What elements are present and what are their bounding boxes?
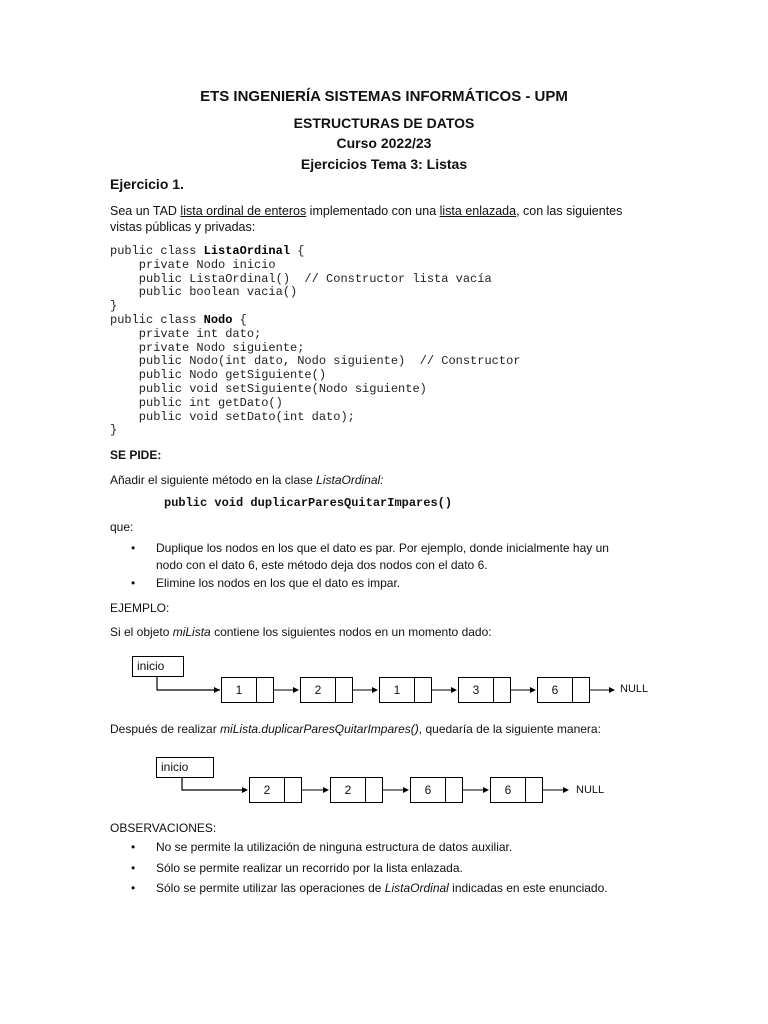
- after-sentence: Después de realizar miLista.duplicarParesQuitarImpares(), quedaría de la siguiente manera:: [110, 722, 601, 736]
- list-null-label: NULL: [620, 683, 649, 695]
- bullet-marker: •: [131, 861, 136, 875]
- topic-title: Ejercicios Tema 3: Listas: [300, 156, 468, 172]
- course-title: Curso 2022/23: [336, 135, 432, 151]
- code-line: public Nodo(int dato, Nodo siguiente) // Constructor: [110, 354, 521, 369]
- add-method-text: Añadir el siguiente método en la clase ListaOrdinal:: [110, 473, 384, 487]
- code-line: public Nodo getSiguiente(): [110, 368, 327, 383]
- code-line: public int getDato(): [110, 395, 283, 410]
- bullet-marker: •: [131, 576, 136, 590]
- intro-line-2: vistas públicas y privadas:: [110, 220, 256, 234]
- code-line: }: [110, 423, 118, 438]
- example-sentence: Si el objeto miLista contiene los siguientes nodos en un momento dado:: [110, 625, 492, 639]
- list-node: 6: [490, 777, 543, 803]
- code-line: private Nodo siguiente;: [110, 340, 305, 355]
- list-node: 2: [249, 777, 302, 803]
- list-node: 2: [300, 677, 353, 703]
- bullet-marker: •: [131, 541, 136, 555]
- code-line: private int dato;: [110, 326, 262, 341]
- list-node: 1: [379, 677, 432, 703]
- code-line: public class ListaOrdinal {: [110, 244, 305, 258]
- list-node: 2: [330, 777, 383, 803]
- list-node: 6: [410, 777, 463, 803]
- obs-single-pass: Sólo se permite realizar un recorrido por la lista enlazada.: [156, 861, 463, 875]
- subject-title: ESTRUCTURAS DE DATOS: [293, 115, 475, 131]
- code-line: private Nodo inicio: [110, 257, 276, 272]
- bullet-marker: •: [131, 881, 136, 895]
- code-line: public ListaOrdinal() // Constructor lista vacía: [110, 271, 492, 286]
- observaciones-heading: OBSERVACIONES:: [110, 821, 217, 835]
- obs-no-aux: No se permite la utilización de ninguna estructura de datos auxiliar.: [156, 840, 513, 854]
- bullet-duplicate-line1: Duplique los nodos en los que el dato es par. Por ejemplo, donde inicialmente hay un: [156, 541, 609, 555]
- se-pide-heading: SE PIDE:: [110, 448, 162, 462]
- code-line: public void setDato(int dato);: [110, 409, 355, 424]
- obs-only-ops: Sólo se permite utilizar las operaciones de ListaOrdinal indicadas en este enunciado.: [156, 881, 608, 895]
- method-signature: public void duplicarParesQuitarImpares(): [164, 496, 453, 510]
- code-line: public class Nodo {: [110, 312, 247, 327]
- code-line: public void setSiguiente(Nodo siguiente): [110, 381, 427, 396]
- list-head-label: inicio: [132, 656, 184, 677]
- code-line: }: [110, 299, 118, 314]
- list-null-label: NULL: [576, 784, 605, 796]
- list-node: 6: [537, 677, 590, 703]
- bullet-remove: Elimine los nodos en los que el dato es impar.: [156, 576, 401, 590]
- code-line: public boolean vacia(): [110, 285, 298, 300]
- bullet-marker: •: [131, 840, 136, 854]
- que-text: que:: [110, 520, 134, 534]
- school-title: ETS INGENIERÍA SISTEMAS INFORMÁTICOS - UPM: [200, 88, 568, 105]
- list-head-label: inicio: [156, 757, 214, 778]
- list-node: 1: [221, 677, 274, 703]
- list-node: 3: [458, 677, 511, 703]
- ejemplo-heading: EJEMPLO:: [110, 601, 170, 615]
- intro-line-1: Sea un TAD lista ordinal de enteros implementado con una lista enlazada, con las siguientes: [110, 204, 623, 218]
- exercise-title: Ejercicio 1.: [110, 176, 184, 192]
- bullet-duplicate-line2: nodo con el dato 6, este método deja dos nodos con el dato 6.: [156, 558, 488, 572]
